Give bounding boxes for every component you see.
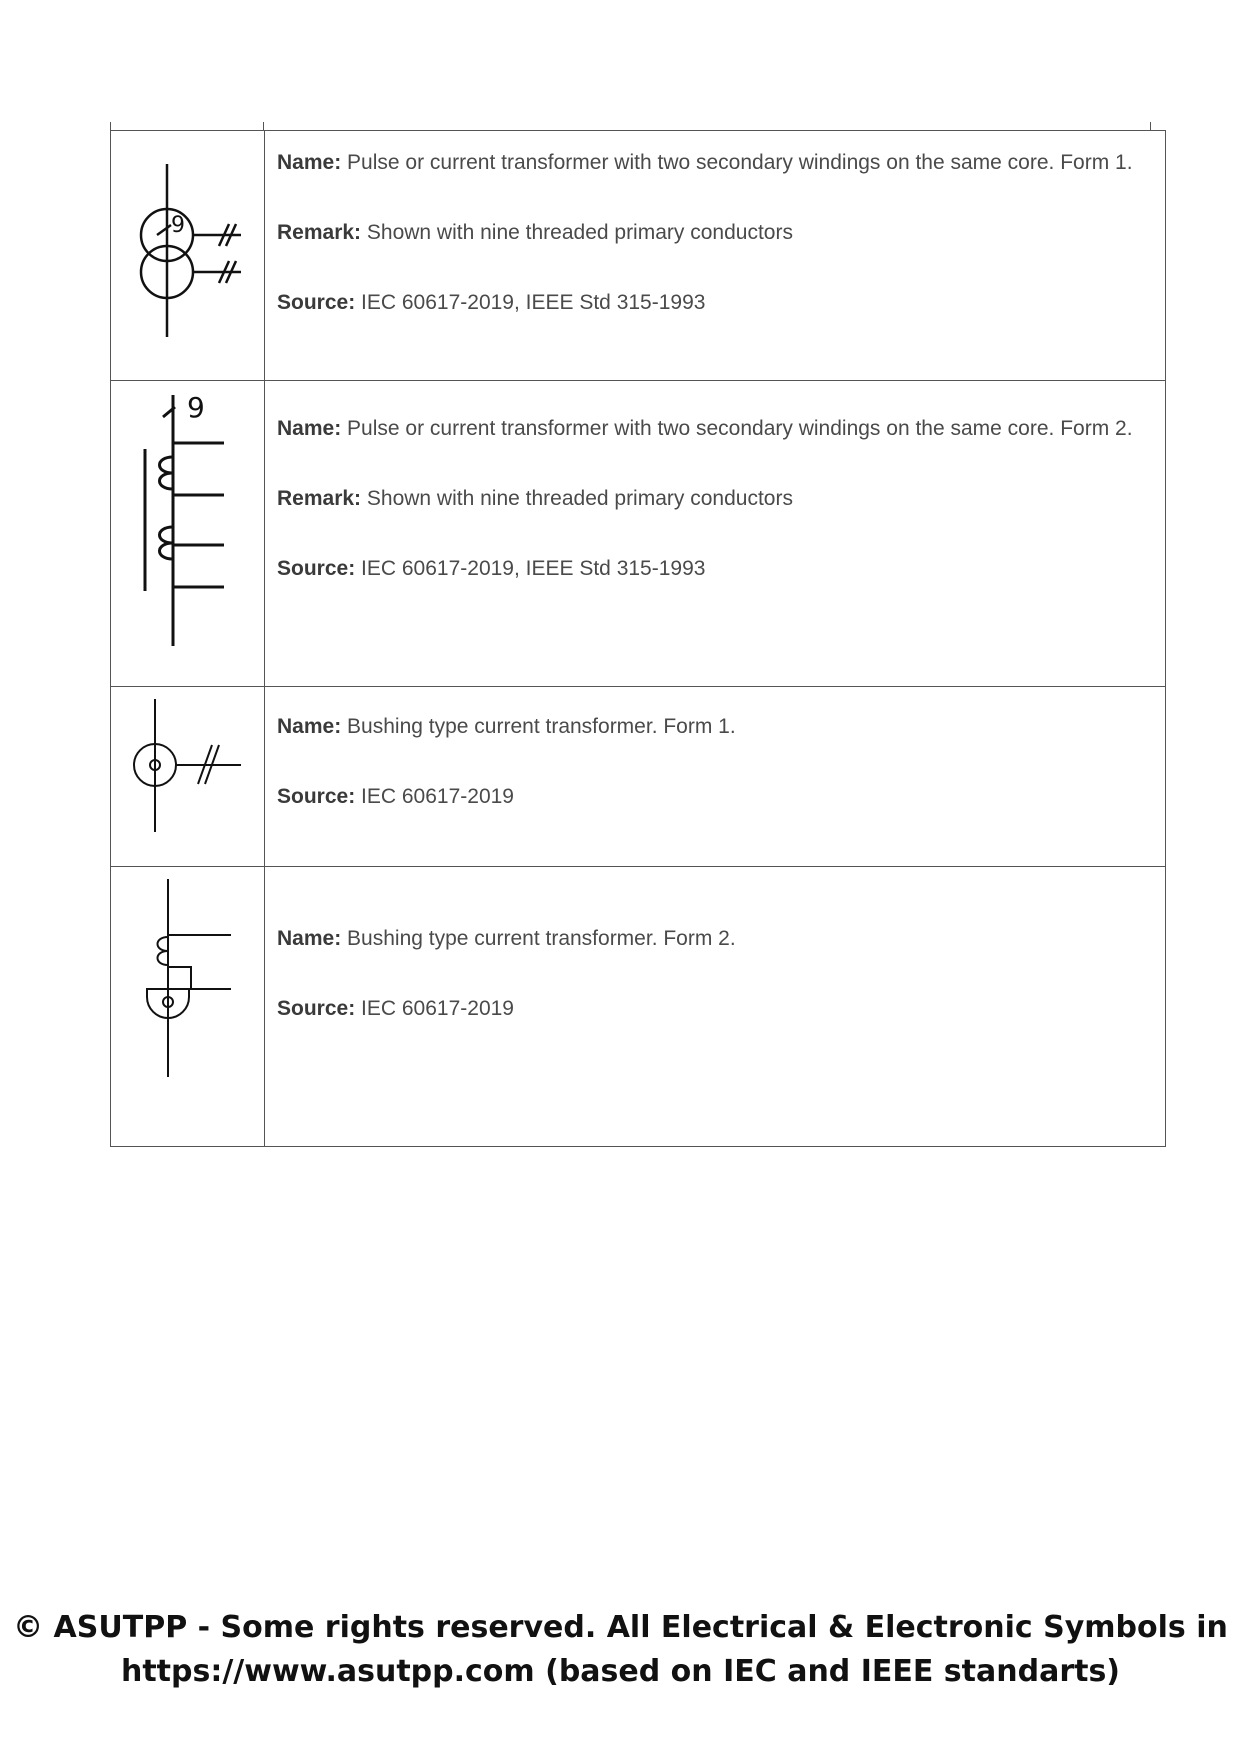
table-top-tick-left <box>110 122 111 130</box>
conductor-count-label: 9 <box>187 391 205 424</box>
ct-two-secondary-form2-symbol <box>111 381 264 656</box>
source-line <box>277 285 1151 320</box>
remark-line <box>277 215 1151 250</box>
footer-line-1: © ASUTPP - Some rights reserved. All Electrical & Electronic Symbols in <box>13 1610 1228 1645</box>
remark-text: Shown with nine threaded primary conductors <box>366 487 793 510</box>
name-text: Pulse or current transformer with two secondary windings on the same core. Form 2. <box>347 417 1133 440</box>
name-line <box>277 921 1151 956</box>
table-top-tick-right <box>1150 122 1151 130</box>
name-text: Pulse or current transformer with two secondary windings on the same core. Form 1. <box>347 151 1133 174</box>
name-label: Name: <box>277 927 342 950</box>
ct-two-secondary-form1-symbol <box>111 131 264 366</box>
source-label: Source: <box>277 291 356 314</box>
table-row <box>111 381 1166 687</box>
source-line <box>277 551 1151 586</box>
description-cell <box>265 867 1166 1147</box>
source-label: Source: <box>277 785 356 808</box>
name-line <box>277 709 1151 744</box>
source-text: IEC 60617-2019, IEEE Std 315-1993 <box>361 291 706 314</box>
source-text: IEC 60617-2019 <box>361 997 514 1020</box>
source-text: IEC 60617-2019, IEEE Std 315-1993 <box>361 557 706 580</box>
name-text: Bushing type current transformer. Form 1. <box>347 715 736 738</box>
table-row <box>111 687 1166 867</box>
remark-text: Shown with nine threaded primary conductors <box>366 221 793 244</box>
symbol-cell <box>111 131 265 381</box>
name-label: Name: <box>277 417 342 440</box>
source-label: Source: <box>277 997 356 1020</box>
bushing-ct-form1-symbol <box>111 687 264 844</box>
name-text: Bushing type current transformer. Form 2. <box>347 927 736 950</box>
bushing-ct-form2-symbol <box>111 867 264 1092</box>
description-cell <box>265 131 1166 381</box>
source-line <box>277 991 1151 1026</box>
remark-label: Remark: <box>277 487 362 510</box>
remark-line <box>277 481 1151 516</box>
name-label: Name: <box>277 715 342 738</box>
name-line <box>277 411 1151 446</box>
remark-label: Remark: <box>277 221 362 244</box>
conductor-count-label: 9 <box>171 213 185 238</box>
footer-line-2: https://www.asutpp.com (based on IEC and IEEE standarts) <box>120 1654 1121 1689</box>
symbol-cell <box>111 687 265 867</box>
name-label: Name: <box>277 151 342 174</box>
source-text: IEC 60617-2019 <box>361 785 514 808</box>
description-cell <box>265 687 1166 867</box>
source-line <box>277 779 1151 814</box>
table-row <box>111 131 1166 381</box>
symbol-cell <box>111 867 265 1147</box>
copyright-footer <box>0 1606 1241 1694</box>
table-top-tick-mid <box>263 122 264 130</box>
table-row <box>111 867 1166 1147</box>
symbol-cell <box>111 381 265 687</box>
description-cell <box>265 381 1166 687</box>
symbols-table <box>110 130 1166 1147</box>
source-label: Source: <box>277 557 356 580</box>
name-line <box>277 145 1151 180</box>
